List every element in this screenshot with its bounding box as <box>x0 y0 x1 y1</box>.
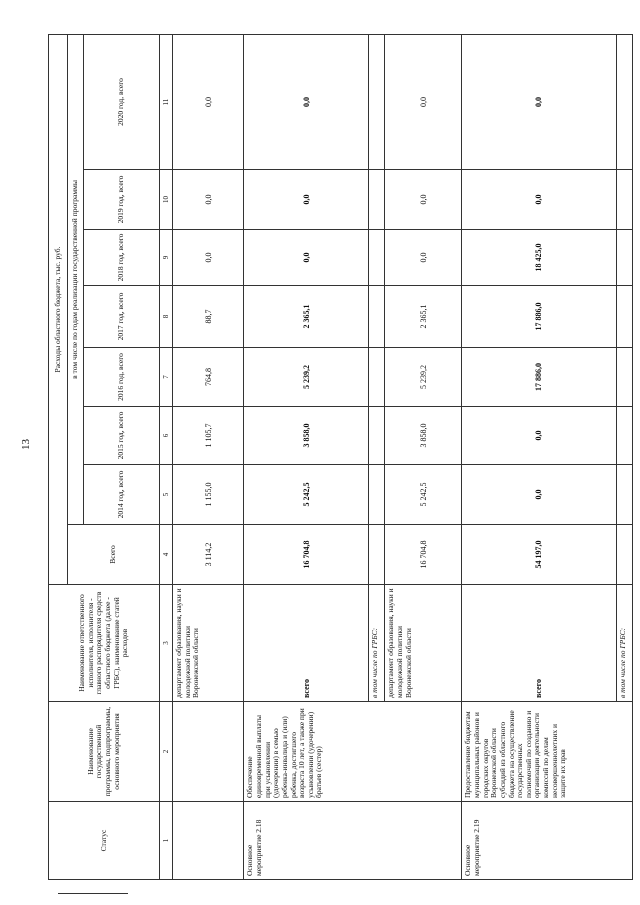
value-cell: 0,0 <box>462 170 616 230</box>
value-cell: 54 197,0 <box>462 525 616 585</box>
name-cell: Предоставление бюджетам муниципальных районов и городских округов Воронежской области субсидий из областного бюджета на осуществление государственных полномочий по созданию и организации деятельности комиссий по делам несовершеннолетних и защите их прав <box>462 702 633 802</box>
value-cell: 1 105,7 <box>173 407 244 465</box>
header-year: 2016 год, всего <box>84 348 160 407</box>
value-cell <box>616 465 632 525</box>
col-number: 2 <box>160 702 173 802</box>
value-cell: 0,0 <box>462 34 616 169</box>
value-cell: 17 886,0 <box>462 348 616 407</box>
col-number: 8 <box>160 286 173 348</box>
value-cell: 0,0 <box>385 170 462 230</box>
name-cell <box>173 702 244 802</box>
header-name: Наименование государственной программы, подпрограммы, основного мероприятия <box>49 702 160 802</box>
value-cell: 0,0 <box>244 34 369 169</box>
header-year: 2020 год, всего <box>84 34 160 169</box>
table-row <box>173 34 244 879</box>
value-cell: 5 242,5 <box>244 465 369 525</box>
value-cell <box>616 525 632 585</box>
value-cell <box>616 170 632 230</box>
value-cell: 5 239,2 <box>385 348 462 407</box>
value-cell: 5 242,5 <box>385 465 462 525</box>
value-cell <box>616 230 632 286</box>
value-cell: 18 425,0 <box>462 230 616 286</box>
value-cell: 764,8 <box>173 348 244 407</box>
value-cell: 88,7 <box>173 286 244 348</box>
value-cell <box>616 286 632 348</box>
value-cell <box>369 170 385 230</box>
value-cell: 5 239,2 <box>244 348 369 407</box>
value-cell: 0,0 <box>173 34 244 169</box>
value-cell: 2 365,1 <box>385 286 462 348</box>
header-year: 2015 год, всего <box>84 407 160 465</box>
header-year: 2018 год, всего <box>84 230 160 286</box>
col-number: 4 <box>160 525 173 585</box>
executor-cell: в том числе по ГРБС: <box>616 585 632 702</box>
footnote-divider <box>58 893 128 894</box>
value-cell <box>616 407 632 465</box>
executor-cell: департамент образования, науки и молодежной политики Воронежской области <box>385 585 462 702</box>
value-cell: 0,0 <box>244 170 369 230</box>
col-number: 3 <box>160 585 173 702</box>
name-cell: Обеспечение единовременной выплаты при усыновлении (удочерении) в семью ребенка-инвалида и (или) ребенка, достигшего возраста 10 лет, а также при усыновлении (удочерении) братьев (сестер) <box>244 702 462 802</box>
budget-table <box>48 34 633 880</box>
budget-table-rotated <box>48 35 633 880</box>
value-cell: 3 114,2 <box>173 525 244 585</box>
value-cell <box>369 348 385 407</box>
header-year: 2017 год, всего <box>84 286 160 348</box>
col-number: 10 <box>160 170 173 230</box>
page-number: 13 <box>20 439 32 450</box>
value-cell: 0,0 <box>173 230 244 286</box>
executor-cell: всего <box>462 585 616 702</box>
value-cell <box>369 407 385 465</box>
table-row <box>462 34 616 879</box>
header-executor: Наименование ответственного исполнителя, исполнителя - главного распорядителя средств областного бюджета (далее - ГРБС), наименование статей расходов <box>49 585 160 702</box>
value-cell: 0,0 <box>385 34 462 169</box>
header-status: Статус <box>49 802 160 880</box>
header-total: Всего <box>67 525 159 585</box>
value-cell: 0,0 <box>385 230 462 286</box>
header-expenses-title: Расходы областного бюджета, тыс. руб. <box>49 34 68 584</box>
value-cell: 2 365,1 <box>244 286 369 348</box>
value-cell: 0,0 <box>244 230 369 286</box>
status-cell: Основное мероприятие 2.19 <box>462 802 633 880</box>
col-number: 11 <box>160 34 173 169</box>
status-cell <box>173 802 244 880</box>
value-cell: 16 704,8 <box>244 525 369 585</box>
col-number: 9 <box>160 230 173 286</box>
col-number: 6 <box>160 407 173 465</box>
executor-cell: в том числе по ГРБС: <box>369 585 385 702</box>
executor-cell: всего <box>244 585 369 702</box>
status-cell: Основное мероприятие 2.18 <box>244 802 462 880</box>
col-number: 7 <box>160 348 173 407</box>
table-row <box>244 34 369 879</box>
header-years-group: в том числе по годам реализации государственной программы <box>67 34 83 524</box>
value-cell: 0,0 <box>173 170 244 230</box>
value-cell: 3 858,0 <box>244 407 369 465</box>
executor-cell: департамент образования, науки и молодежной политики Воронежской области <box>173 585 244 702</box>
col-number: 5 <box>160 465 173 525</box>
value-cell <box>369 34 385 169</box>
value-cell: 3 858,0 <box>385 407 462 465</box>
value-cell <box>369 465 385 525</box>
value-cell <box>369 230 385 286</box>
value-cell <box>616 34 632 169</box>
value-cell: 16 704,8 <box>385 525 462 585</box>
header-year: 2014 год, всего <box>84 465 160 525</box>
value-cell <box>369 525 385 585</box>
value-cell: 17 886,0 <box>462 286 616 348</box>
col-number: 1 <box>160 802 173 880</box>
value-cell <box>616 348 632 407</box>
value-cell: 1 155,0 <box>173 465 244 525</box>
value-cell: 0,0 <box>462 407 616 465</box>
header-year: 2019 год, всего <box>84 170 160 230</box>
value-cell: 0,0 <box>462 465 616 525</box>
value-cell <box>369 286 385 348</box>
